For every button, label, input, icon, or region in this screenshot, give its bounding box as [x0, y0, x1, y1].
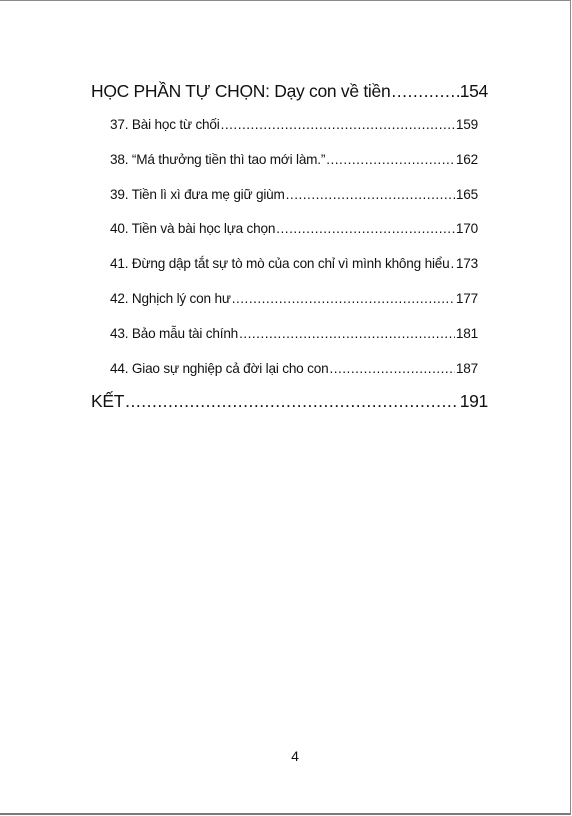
- toc-entry-page: 187: [455, 360, 478, 376]
- toc-entry-41[interactable]: [91, 247, 478, 282]
- toc-entry-label: 37. Bài học từ chối: [110, 117, 220, 132]
- toc-entry-42[interactable]: [91, 282, 478, 317]
- toc-entry-page: 165: [455, 186, 478, 202]
- toc-entry-page: 159: [455, 117, 478, 132]
- toc-leader-dots: [286, 178, 455, 213]
- toc-leader-dots: [326, 143, 455, 178]
- toc-entry-37[interactable]: [91, 108, 478, 143]
- toc-leader-dots: [232, 282, 455, 317]
- toc-entry-page: 177: [455, 290, 478, 306]
- toc-leader-dots: [221, 108, 455, 143]
- toc-leader-dots: [276, 212, 455, 247]
- toc-entry-label: 38. “Má thưởng tiền thì tao mới làm.”: [110, 151, 326, 167]
- toc-section-page: 154: [459, 81, 488, 101]
- toc-entry-page: 162: [455, 151, 478, 167]
- table-of-contents: [91, 78, 488, 414]
- toc-leader-dots: [451, 247, 455, 282]
- toc-leader-dots: [391, 78, 458, 104]
- toc-entry-40[interactable]: [91, 212, 478, 247]
- toc-entry-38[interactable]: [91, 143, 478, 178]
- toc-entry-label: 44. Giao sự nghiệp cả đời lại cho con: [110, 360, 329, 376]
- toc-entry-label: 42. Nghịch lý con hư: [110, 290, 231, 306]
- toc-entry-label: 43. Bảo mẫu tài chính: [110, 325, 239, 341]
- toc-leader-dots: [329, 352, 454, 387]
- toc-entry-43[interactable]: [91, 317, 478, 352]
- toc-section-heading[interactable]: [91, 78, 488, 104]
- toc-entry-page: 173: [455, 256, 478, 272]
- page-number: 4: [291, 748, 299, 764]
- toc-entry-label: 39. Tiền lì xì đưa mẹ giữ giùm: [110, 186, 285, 202]
- toc-entry-label: 40. Tiền và bài học lựa chọn: [110, 221, 276, 237]
- toc-entry-page: 170: [455, 221, 478, 237]
- toc-ending-page: 191: [459, 391, 488, 412]
- toc-entry-label: 41. Đừng dập tắt sự tò mò của con chỉ vì mình không hiểu: [110, 256, 450, 272]
- toc-entry-39[interactable]: [91, 178, 478, 213]
- toc-section-title: HỌC PHẦN TỰ CHỌN: Dạy con về tiền: [91, 81, 391, 101]
- toc-leader-dots: [125, 388, 459, 414]
- toc-ending-heading[interactable]: [91, 388, 488, 414]
- toc-leader-dots: [239, 317, 455, 352]
- toc-entry-44[interactable]: [91, 352, 478, 387]
- toc-ending-title: KẾT: [91, 391, 125, 412]
- toc-entry-page: 181: [455, 325, 478, 341]
